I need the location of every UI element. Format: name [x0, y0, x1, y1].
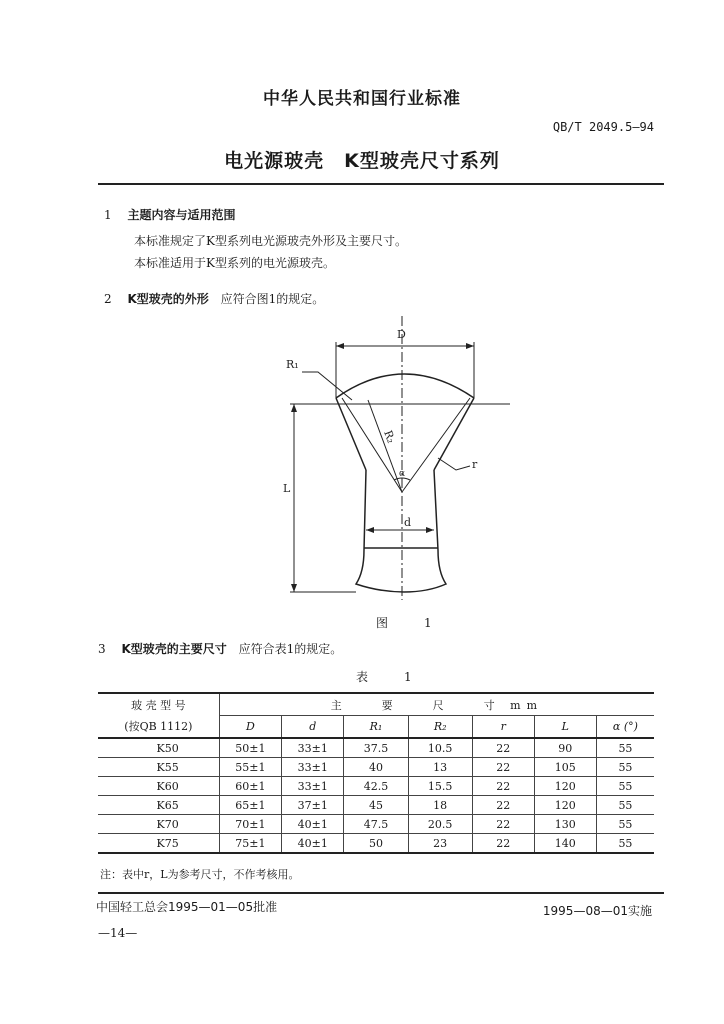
cell-d: 33±1	[282, 777, 344, 796]
section-3-number: 3	[98, 642, 106, 656]
row-model: K70	[98, 815, 219, 834]
col-R2: R₂	[408, 716, 472, 739]
table-row	[98, 777, 654, 796]
row-model: K60	[98, 777, 219, 796]
figure-1-caption: 图 1	[376, 616, 444, 630]
row-model: K75	[98, 834, 219, 854]
cell-D: 50±1	[219, 738, 281, 758]
cell-d: 40±1	[282, 815, 344, 834]
col-r: r	[472, 716, 534, 739]
cell-r: 22	[472, 815, 534, 834]
col-d: d	[282, 716, 344, 739]
table-row	[98, 796, 654, 815]
cell-r: 22	[472, 758, 534, 777]
footer-divider	[98, 892, 664, 894]
cell-L: 90	[534, 738, 596, 758]
bulb-dome-outline	[336, 374, 474, 398]
cell-D: 65±1	[219, 796, 281, 815]
row-model: K55	[98, 758, 219, 777]
D-dimension-line	[336, 342, 474, 398]
table-row	[98, 815, 654, 834]
label-L: L	[283, 482, 291, 495]
cell-D: 55±1	[219, 758, 281, 777]
cell-d: 40±1	[282, 834, 344, 854]
col-alpha: α (°)	[596, 716, 654, 739]
approval-line: 中国轻工总会1995—01—05批准	[96, 900, 278, 914]
cell-alpha: 55	[596, 815, 654, 834]
table-row	[98, 758, 654, 777]
section-1-para-1: 本标准规定了K型系列电光源玻壳外形及主要尺寸。	[134, 234, 407, 248]
table-1-caption: 表 1	[356, 670, 424, 684]
implementation-date: 1995—08—01实施	[542, 904, 652, 918]
row-model: K65	[98, 796, 219, 815]
cell-L: 130	[534, 815, 596, 834]
cell-d: 37±1	[282, 796, 344, 815]
alpha-lines	[342, 398, 470, 492]
cell-R2: 23	[408, 834, 472, 854]
section-1-number: 1	[104, 208, 112, 222]
cell-R2: 18	[408, 796, 472, 815]
section-1-title: 主题内容与适用范围	[127, 208, 236, 222]
cell-L: 120	[534, 777, 596, 796]
col-D: D	[219, 716, 281, 739]
cell-R2: 15.5	[408, 777, 472, 796]
cell-R1: 42.5	[344, 777, 408, 796]
cell-D: 75±1	[219, 834, 281, 854]
cell-R2: 10.5	[408, 738, 472, 758]
label-D: D	[397, 328, 406, 341]
cell-R1: 40	[344, 758, 408, 777]
page-number: —14—	[98, 926, 138, 940]
cell-D: 70±1	[219, 815, 281, 834]
table-row	[98, 738, 654, 758]
cone-left-outline	[336, 398, 366, 470]
cell-alpha: 55	[596, 777, 654, 796]
cell-R1: 45	[344, 796, 408, 815]
cell-r: 22	[472, 834, 534, 854]
section-1-para-2: 本标准适用于K型系列的电光源玻壳。	[134, 256, 335, 270]
label-R2: R₂	[381, 428, 398, 445]
cell-L: 120	[534, 796, 596, 815]
col-R1: R₁	[344, 716, 408, 739]
section-3-title: K型玻壳的主要尺寸	[121, 642, 227, 656]
label-alpha: α	[399, 469, 406, 479]
label-r: r	[472, 458, 478, 471]
section-2-text: 应符合图1的规定。	[220, 292, 325, 306]
cell-r: 22	[472, 796, 534, 815]
cell-R2: 13	[408, 758, 472, 777]
section-3-text: 应符合表1的规定。	[238, 642, 343, 656]
dimensions-table	[98, 692, 654, 854]
cell-L: 140	[534, 834, 596, 854]
cell-R1: 50	[344, 834, 408, 854]
cell-alpha: 55	[596, 738, 654, 758]
cell-alpha: 55	[596, 796, 654, 815]
main-dimensions-header: 主 要 尺 寸 mm	[219, 693, 654, 716]
section-2-number: 2	[104, 292, 112, 306]
label-R1: R₁	[286, 358, 299, 371]
section-3-heading	[98, 640, 342, 657]
table-row	[98, 834, 654, 854]
cell-L: 105	[534, 758, 596, 777]
table-note: 注：表中r，L为参考尺寸，不作考核用。	[100, 868, 300, 881]
cell-R1: 37.5	[344, 738, 408, 758]
col-L: L	[534, 716, 596, 739]
cell-r: 22	[472, 777, 534, 796]
standard-code: QB/T 2049.5—94	[552, 120, 654, 134]
cell-alpha: 55	[596, 834, 654, 854]
model-header: 玻 壳 型 号	[98, 693, 219, 716]
r-leader	[438, 458, 470, 470]
label-d: d	[404, 516, 412, 529]
document-title: 电光源玻壳 K型玻壳尺寸系列	[224, 150, 500, 172]
cell-d: 33±1	[282, 738, 344, 758]
cell-alpha: 55	[596, 758, 654, 777]
cell-d: 33±1	[282, 758, 344, 777]
section-2-title: K型玻壳的外形	[127, 292, 209, 306]
issuing-organization: 中华人民共和国行业标准	[263, 89, 461, 109]
row-model: K50	[98, 738, 219, 758]
cell-R1: 47.5	[344, 815, 408, 834]
L-dimension-line	[290, 404, 356, 592]
cell-R2: 20.5	[408, 815, 472, 834]
R1-leader	[302, 372, 352, 400]
cell-r: 22	[472, 738, 534, 758]
cell-D: 60±1	[219, 777, 281, 796]
model-header-note: (按QB 1112)	[98, 716, 219, 739]
